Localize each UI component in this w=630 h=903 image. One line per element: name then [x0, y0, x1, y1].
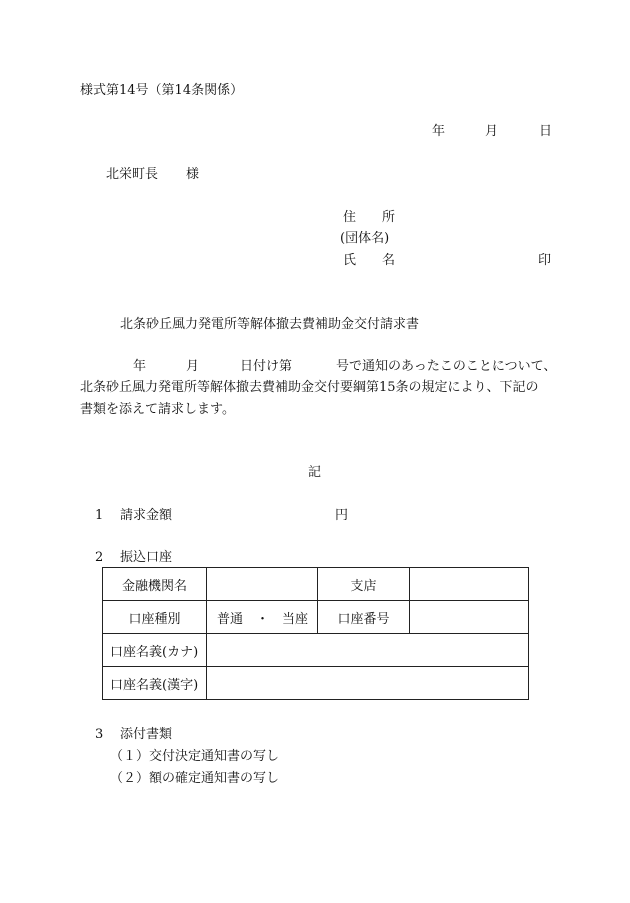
- addressee-honorific: 様: [186, 167, 200, 182]
- table-row: [103, 634, 529, 667]
- branch-label: 支店: [318, 568, 410, 601]
- account-number-label: 口座番号: [318, 601, 410, 634]
- account-holder-kana-label: 口座名義(カナ): [103, 634, 207, 667]
- body-month: 月: [186, 359, 200, 374]
- account-holder-kanji-field[interactable]: [207, 667, 529, 700]
- body-dated: 日付け第: [240, 359, 293, 374]
- body-line-3: 書類を添えて請求します。: [80, 402, 235, 417]
- account-holder-kanji-label: 口座名義(漢字): [103, 667, 207, 700]
- name-label: 氏 名: [343, 253, 396, 268]
- account-holder-kana-field[interactable]: [207, 634, 529, 667]
- body-rest: 号で通知のあったこのことについて、: [336, 359, 557, 374]
- table-row: [103, 568, 529, 601]
- body-year: 年: [133, 359, 147, 374]
- addressee-name: 北栄町長: [106, 167, 159, 182]
- branch-field[interactable]: [410, 568, 529, 601]
- date-year: 年: [432, 124, 446, 139]
- item2-label: 振込口座: [120, 550, 173, 565]
- table-row: [103, 601, 529, 634]
- ki-heading: 記: [308, 465, 322, 480]
- account-number-field[interactable]: [410, 601, 529, 634]
- address-label: 住 所: [343, 210, 396, 225]
- item1-unit: 円: [335, 508, 349, 523]
- item2-number: 2: [95, 550, 104, 565]
- date-day: 日: [539, 124, 553, 139]
- account-type-options[interactable]: 普通 ・ 当座: [207, 601, 318, 634]
- bank-name-label: 金融機関名: [103, 568, 207, 601]
- table-row: [103, 667, 529, 700]
- organization-label: (団体名): [340, 231, 390, 246]
- account-type-label: 口座種別: [103, 601, 207, 634]
- item3-label: 添付書類: [120, 727, 173, 742]
- body-line-2: 北条砂丘風力発電所等解体撤去費補助金交付要綱第15条の規定により、下記の: [80, 380, 539, 395]
- form-number: 様式第14号（第14条関係）: [80, 83, 244, 98]
- item1-label: 請求金額: [120, 508, 173, 523]
- item1-number: 1: [95, 508, 104, 523]
- attachment-doc-2: （２）額の確定通知書の写し: [110, 771, 280, 786]
- attachment-doc-1: （１）交付決定通知書の写し: [110, 749, 280, 764]
- seal-mark: 印: [538, 253, 552, 268]
- item3-number: 3: [95, 727, 104, 742]
- document-title: 北条砂丘風力発電所等解体撤去費補助金交付請求書: [120, 317, 420, 332]
- bank-account-table: [102, 567, 529, 700]
- bank-name-field[interactable]: [207, 568, 318, 601]
- date-month: 月: [485, 124, 499, 139]
